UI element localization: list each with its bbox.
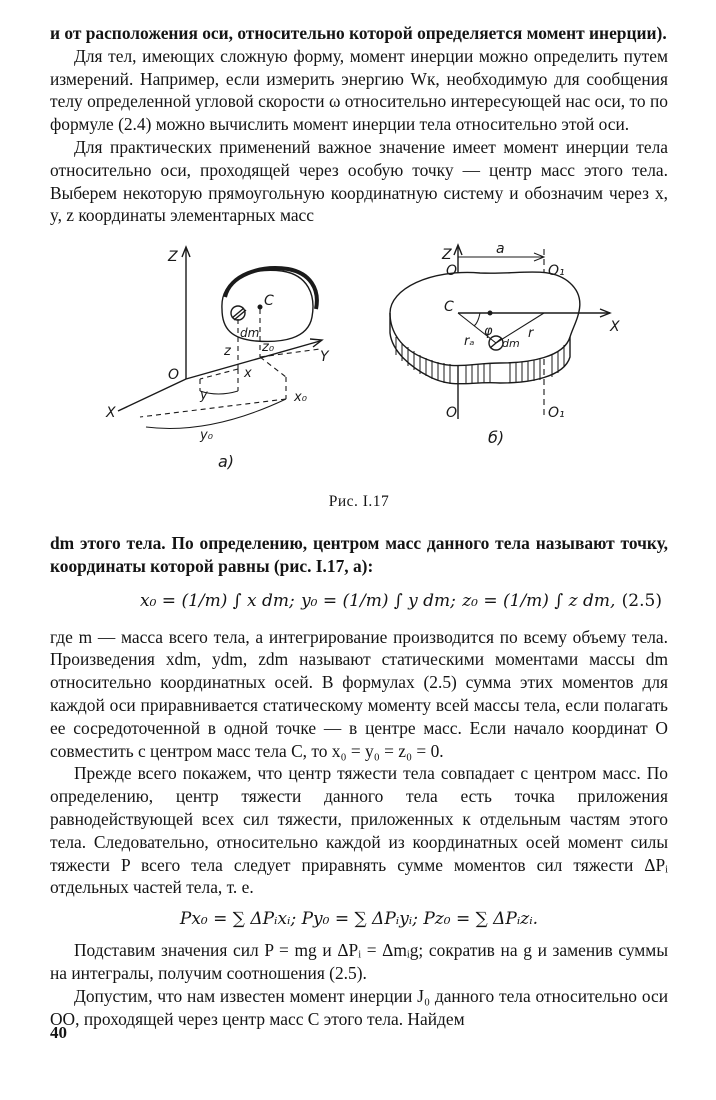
body-b-top [390,272,580,366]
label-a-z: z [224,344,231,360]
label-a-Z: Z [168,249,178,266]
formula-z0: z₀ = (1/m) ∫ z dm, [462,591,616,612]
label-b-phi: φ [484,324,493,340]
label-a-C: C [264,293,274,310]
paragraph-5: Прежде всего покажем, что центр тяжести тела совпадает с центром масс. По определению, центр тяжести данного тела есть точка приложения равнодействующей всех сил тяжести, приложенных к отдельным частям этого тела. Следовательно, относительно каждой из координатных осей момент силы тяжести P всего тела следует приравнять сумме моментов сил тяжести ΔPᵢ отдельных частей тела, т. е. [50,763,668,898]
label-b-dm: dm [502,337,520,351]
paragraph-3: dm этого тела. По определению, центром масс данного тела называют точку, координаты которой равны (рис. I.17, а): [50,532,668,576]
formula-x0: x₀ = (1/m) ∫ x dm; [140,591,295,612]
label-b-C: C [444,299,454,316]
axis-y-a [186,341,320,382]
paragraph-top: и от расположения оси, относительно которой определяется момент инерции). [50,23,667,43]
figure-diagram [50,239,670,491]
label-b-Z: Z [442,247,452,264]
label-a-dm: dm [240,326,260,341]
formula-y0: y₀ = (1/m) ∫ y dm; [301,591,456,612]
label-a-X: X [106,405,116,422]
label-b-ra: rₐ [464,334,475,350]
label-b-O-top: O [446,263,458,280]
paragraph-6: Подставим значения сил P = mg и ΔPᵢ = Δmᵢg; сократив на g и заменив суммы на интегралы, получим соотношения (2.5). [50,940,668,983]
formula-number: (2.5) [621,591,662,612]
label-a-x0: x₀ [294,390,307,406]
diagram-a [118,247,322,428]
label-b-X: X [610,319,620,336]
label-a-O: O [168,367,180,384]
paragraph-4: где m — масса всего тела, а интегрирование производится по всему объему тела. Произведения xdm, ydm, zdm называют статическими моментами массы dm относительно координатных осей. В формулах (2.5) сумма этих моментов для каждой оси приравнивается статическому моменту всей массы тела, если полагать ее сосредоточенной в одной точке — в центре масс. Если начало координат O совместить с центром масс тела C, то x₀ = y₀ = z₀ = 0. [50,626,668,761]
label-a-x: x [244,366,252,382]
figure-1-17 [50,239,670,491]
diagram-b [390,245,610,422]
figure-caption: Рис. I.17 [328,493,390,511]
paragraph-7: Допустим, что нам известен момент инерции J₀ данного тела относительно оси OO, проходящей через центр масс C этого тела. Найдем [50,985,668,1029]
page-number: 40 [50,1023,67,1042]
paragraph-2: Для практических применений важное значение имеет момент инерции тела относительно оси, проходящей через особую точку — центр масс этого тела. Выберем некоторую прямоугольную координатную систему и обозначим через x, y, z координаты элементарных масс [50,136,668,226]
label-b: б) [488,428,505,448]
label-b-O1-top: O₁ [548,263,565,280]
paragraph-1: Для тел, имеющих сложную форму, момент инерции можно определить путем измерений. Например, если измерить энергию Wк, необходимую для сообщения телу определенной угловой скорости ω относительно интересующей нас оси, то по формуле (2.4) можно вычислить момент инерции тела относительно этой оси. [50,45,668,135]
label-b-a: a [496,241,505,258]
label-a-y0: y₀ [200,428,213,444]
label-a-Y: Y [320,349,329,366]
formula-moments: Px₀ = ∑ ΔPᵢxᵢ; Py₀ = ∑ ΔPᵢyᵢ; Pz₀ = ∑ ΔPᵢzᵢ. [179,909,539,930]
label-a-y: y [200,388,208,404]
label-a-z0: z₀ [262,340,275,356]
formula-2-5 [50,580,668,624]
label-b-O1-bottom: O₁ [548,405,565,422]
label-a: а) [218,452,235,472]
label-b-O-bottom: O [446,405,458,422]
axis-x-a [118,379,186,411]
label-b-r: r [528,326,534,342]
